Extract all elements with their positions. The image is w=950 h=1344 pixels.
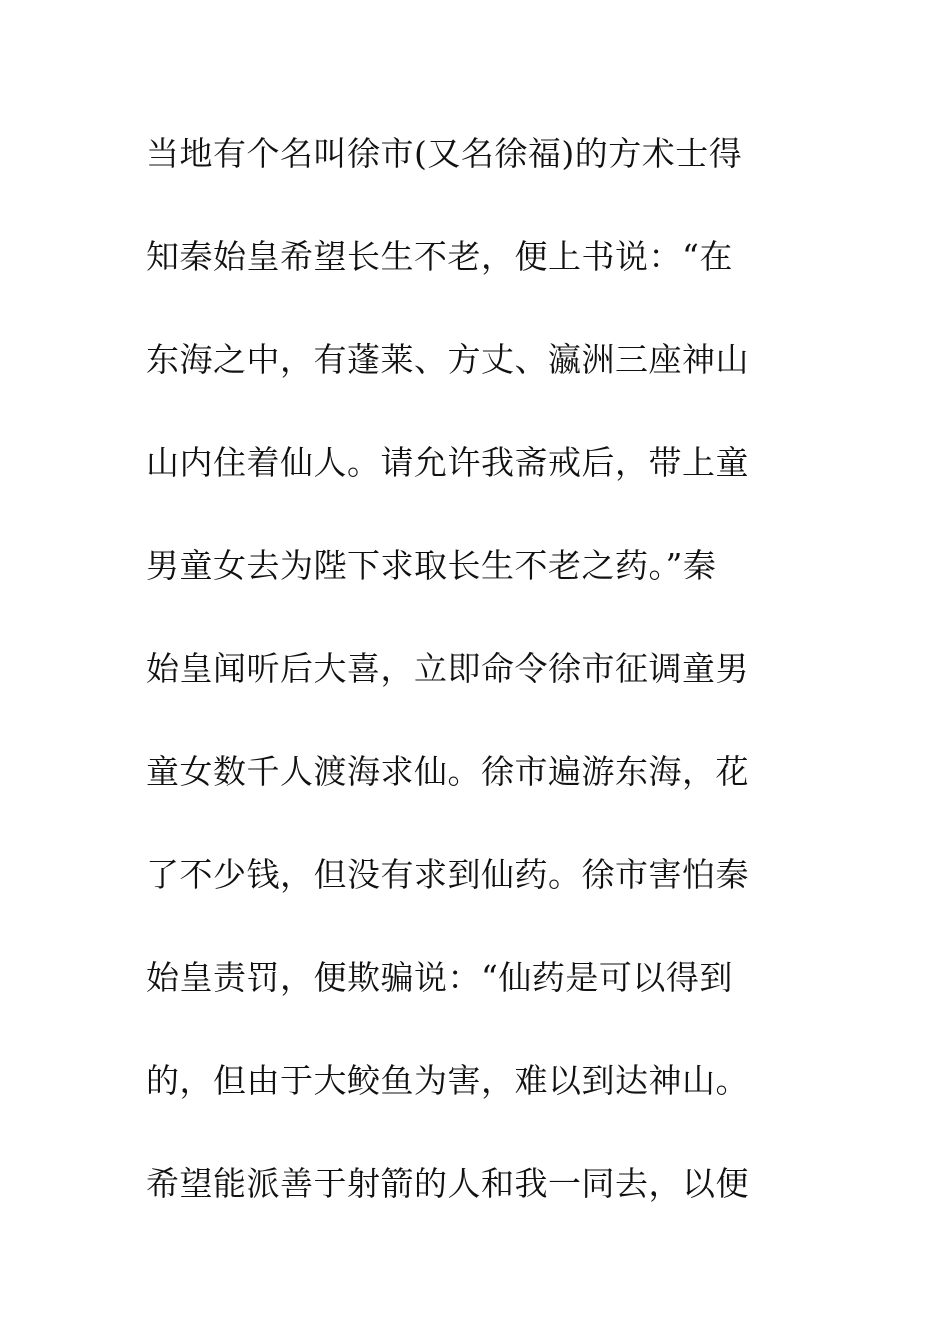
- text-line: 始皇闻听后大喜，立即命令徐市征调童男: [146, 649, 749, 688]
- text-line: 始皇责罚，便欺骗说：“仙药是可以得到: [146, 958, 733, 997]
- text-line: 当地有个名叫徐市(又名徐福)的方术士得: [146, 134, 743, 173]
- text-line: 山内住着仙人。请允许我斋戒后，带上童: [146, 443, 749, 482]
- body-text: [146, 126, 826, 1259]
- text-line: 男童女去为陛下求取长生不老之药。”秦: [146, 546, 717, 585]
- text-line: 知秦始皇希望长生不老，便上书说：“在: [146, 237, 733, 276]
- text-line: 的，但由于大鲛鱼为害，难以到达神山。: [146, 1061, 749, 1100]
- text-line: 了不少钱，但没有求到仙药。徐市害怕秦: [146, 855, 749, 894]
- text-line: 希望能派善于射箭的人和我一同去，以便: [146, 1164, 749, 1203]
- text-line: 东海之中，有蓬莱、方丈、瀛洲三座神山: [146, 340, 749, 379]
- text-line: 童女数千人渡海求仙。徐市遍游东海，花: [146, 752, 749, 791]
